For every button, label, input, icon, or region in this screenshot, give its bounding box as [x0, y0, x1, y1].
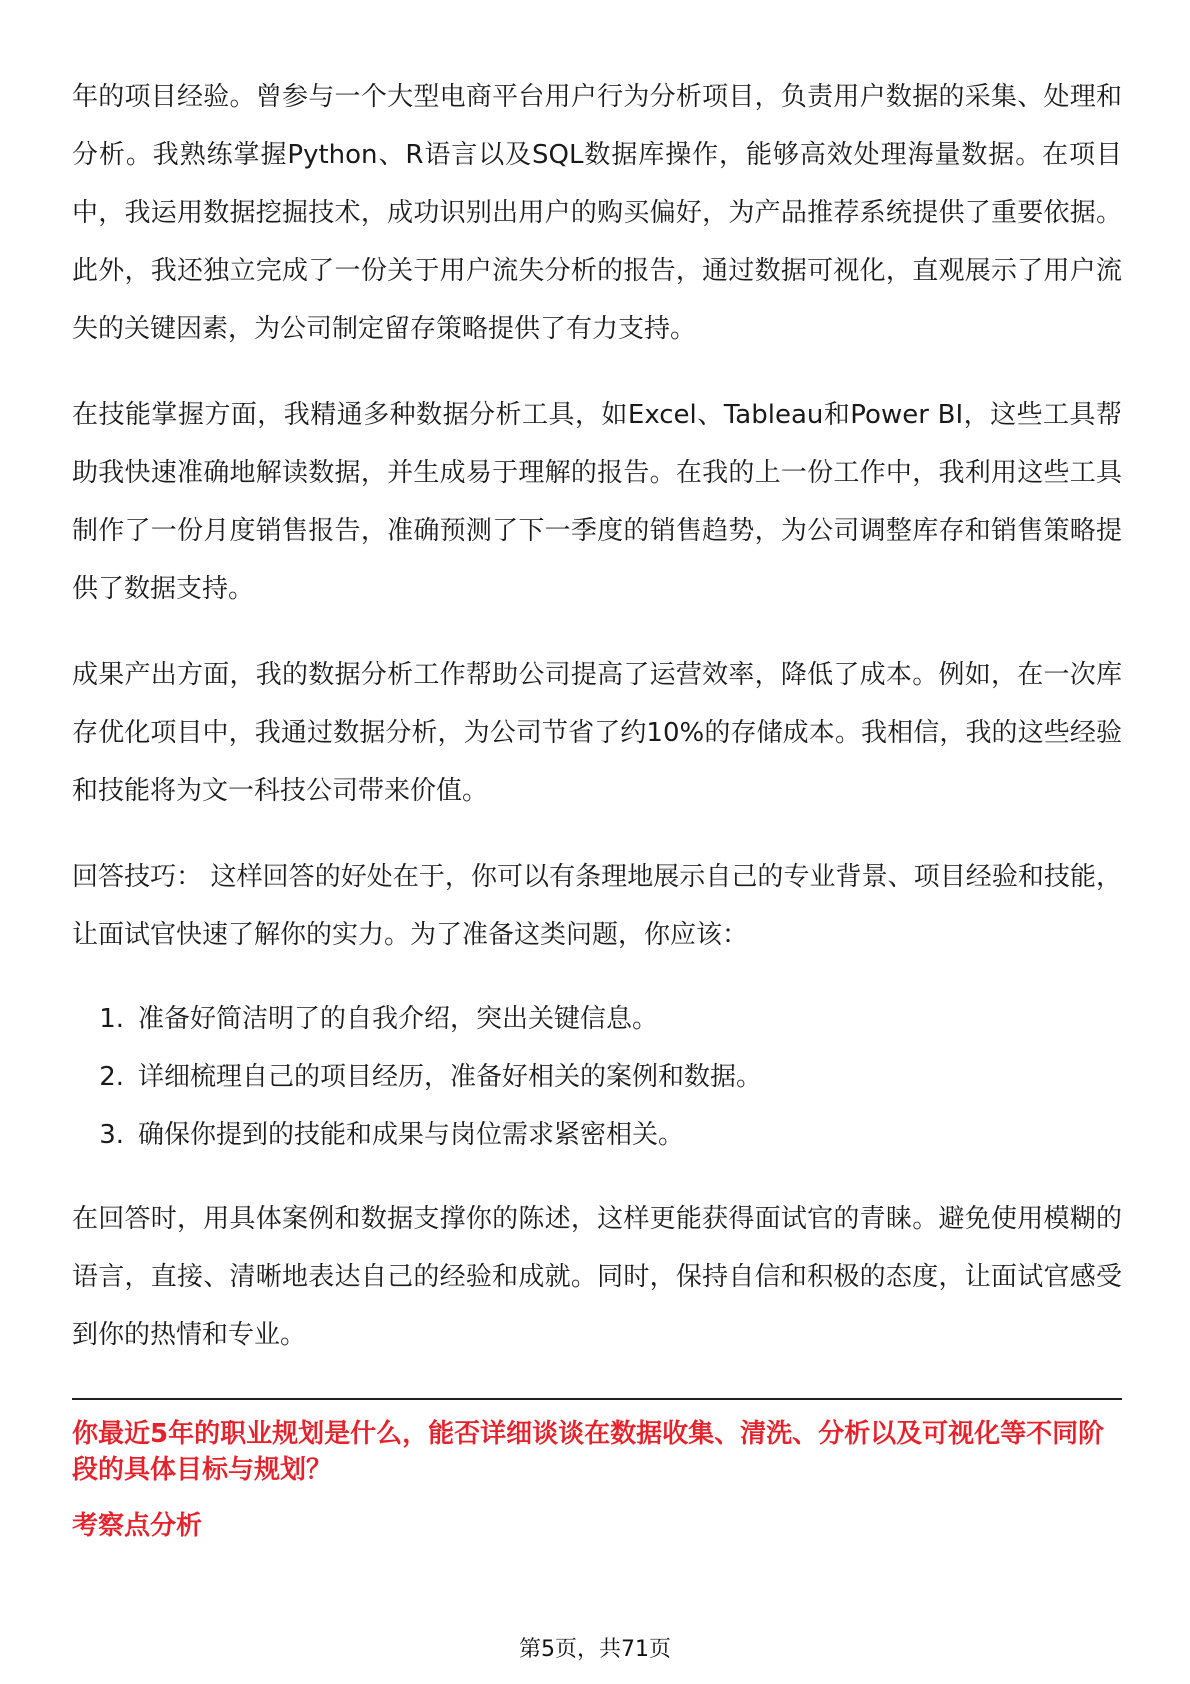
list-item-number: 3. [99, 1120, 124, 1150]
list-item [72, 1106, 1122, 1164]
list-item-text: 准备好简洁明了的自我介绍，突出关键信息。 [138, 1004, 659, 1034]
list-item-text: 确保你提到的技能和成果与岗位需求紧密相关。 [138, 1120, 685, 1150]
paragraph-achievements: 成果产出方面，我的数据分析工作帮助公司提高了运营效率，降低了成本。例如，在一次库存优化项目中，我通过数据分析，为公司节省了约10%的存储成本。我相信，我的这些经验和技能将为文一科技公司带来价值。 [72, 660, 1122, 806]
page-number-footer: 第5页，共71页 [519, 1637, 671, 1662]
list-item-number: 2. [99, 1062, 124, 1092]
list-item-text: 详细梳理自己的项目经历，准备好相关的案例和数据。 [138, 1062, 763, 1092]
list-item [72, 1048, 1122, 1106]
section-divider [72, 1398, 1122, 1400]
list-item [72, 990, 1122, 1048]
next-question-heading: 你最近5年的职业规划是什么，能否详细谈谈在数据收集、清洗、分析以及可视化等不同阶段的具体目标与规划？ [72, 1419, 1105, 1485]
paragraph-answer-tips: 回答技巧： 这样回答的好处在于，你可以有条理地展示自己的专业背景、项目经验和技能，让面试官快速了解你的实力。为了准备这类问题，你应该： [72, 862, 1122, 950]
paragraph-project-experience: 年的项目经验。曾参与一个大型电商平台用户行为分析项目，负责用户数据的采集、处理和分析。我熟练掌握Python、R语言以及SQL数据库操作，能够高效处理海量数据。在项目中，我运用数据挖掘技术，成功识别出用户的购买偏好，为产品推荐系统提供了重要依据。此外，我还独立完成了一份关于用户流失分析的报告，通过数据可视化，直观展示了用户流失的关键因素，为公司制定留存策略提供了有力支持。 [72, 82, 1122, 344]
analysis-section-heading: 考察点分析 [72, 1511, 203, 1541]
list-item-number: 1. [99, 1004, 124, 1034]
tips-list [72, 990, 1122, 1164]
paragraph-skills: 在技能掌握方面，我精通多种数据分析工具，如Excel、Tableau和Power BI，这些工具帮助我快速准确地解读数据，并生成易于理解的报告。在我的上一份工作中，我利用这些工具制作了一份月度销售报告，准确预测了下一季度的销售趋势，为公司调整库存和销售策略提供了数据支持。 [72, 400, 1122, 604]
paragraph-closing: 在回答时，用具体案例和数据支撑你的陈述，这样更能获得面试官的青睐。避免使用模糊的语言，直接、清晰地表达自己的经验和成就。同时，保持自信和积极的态度，让面试官感受到你的热情和专业。 [72, 1204, 1122, 1350]
document-page [72, 68, 1122, 1544]
